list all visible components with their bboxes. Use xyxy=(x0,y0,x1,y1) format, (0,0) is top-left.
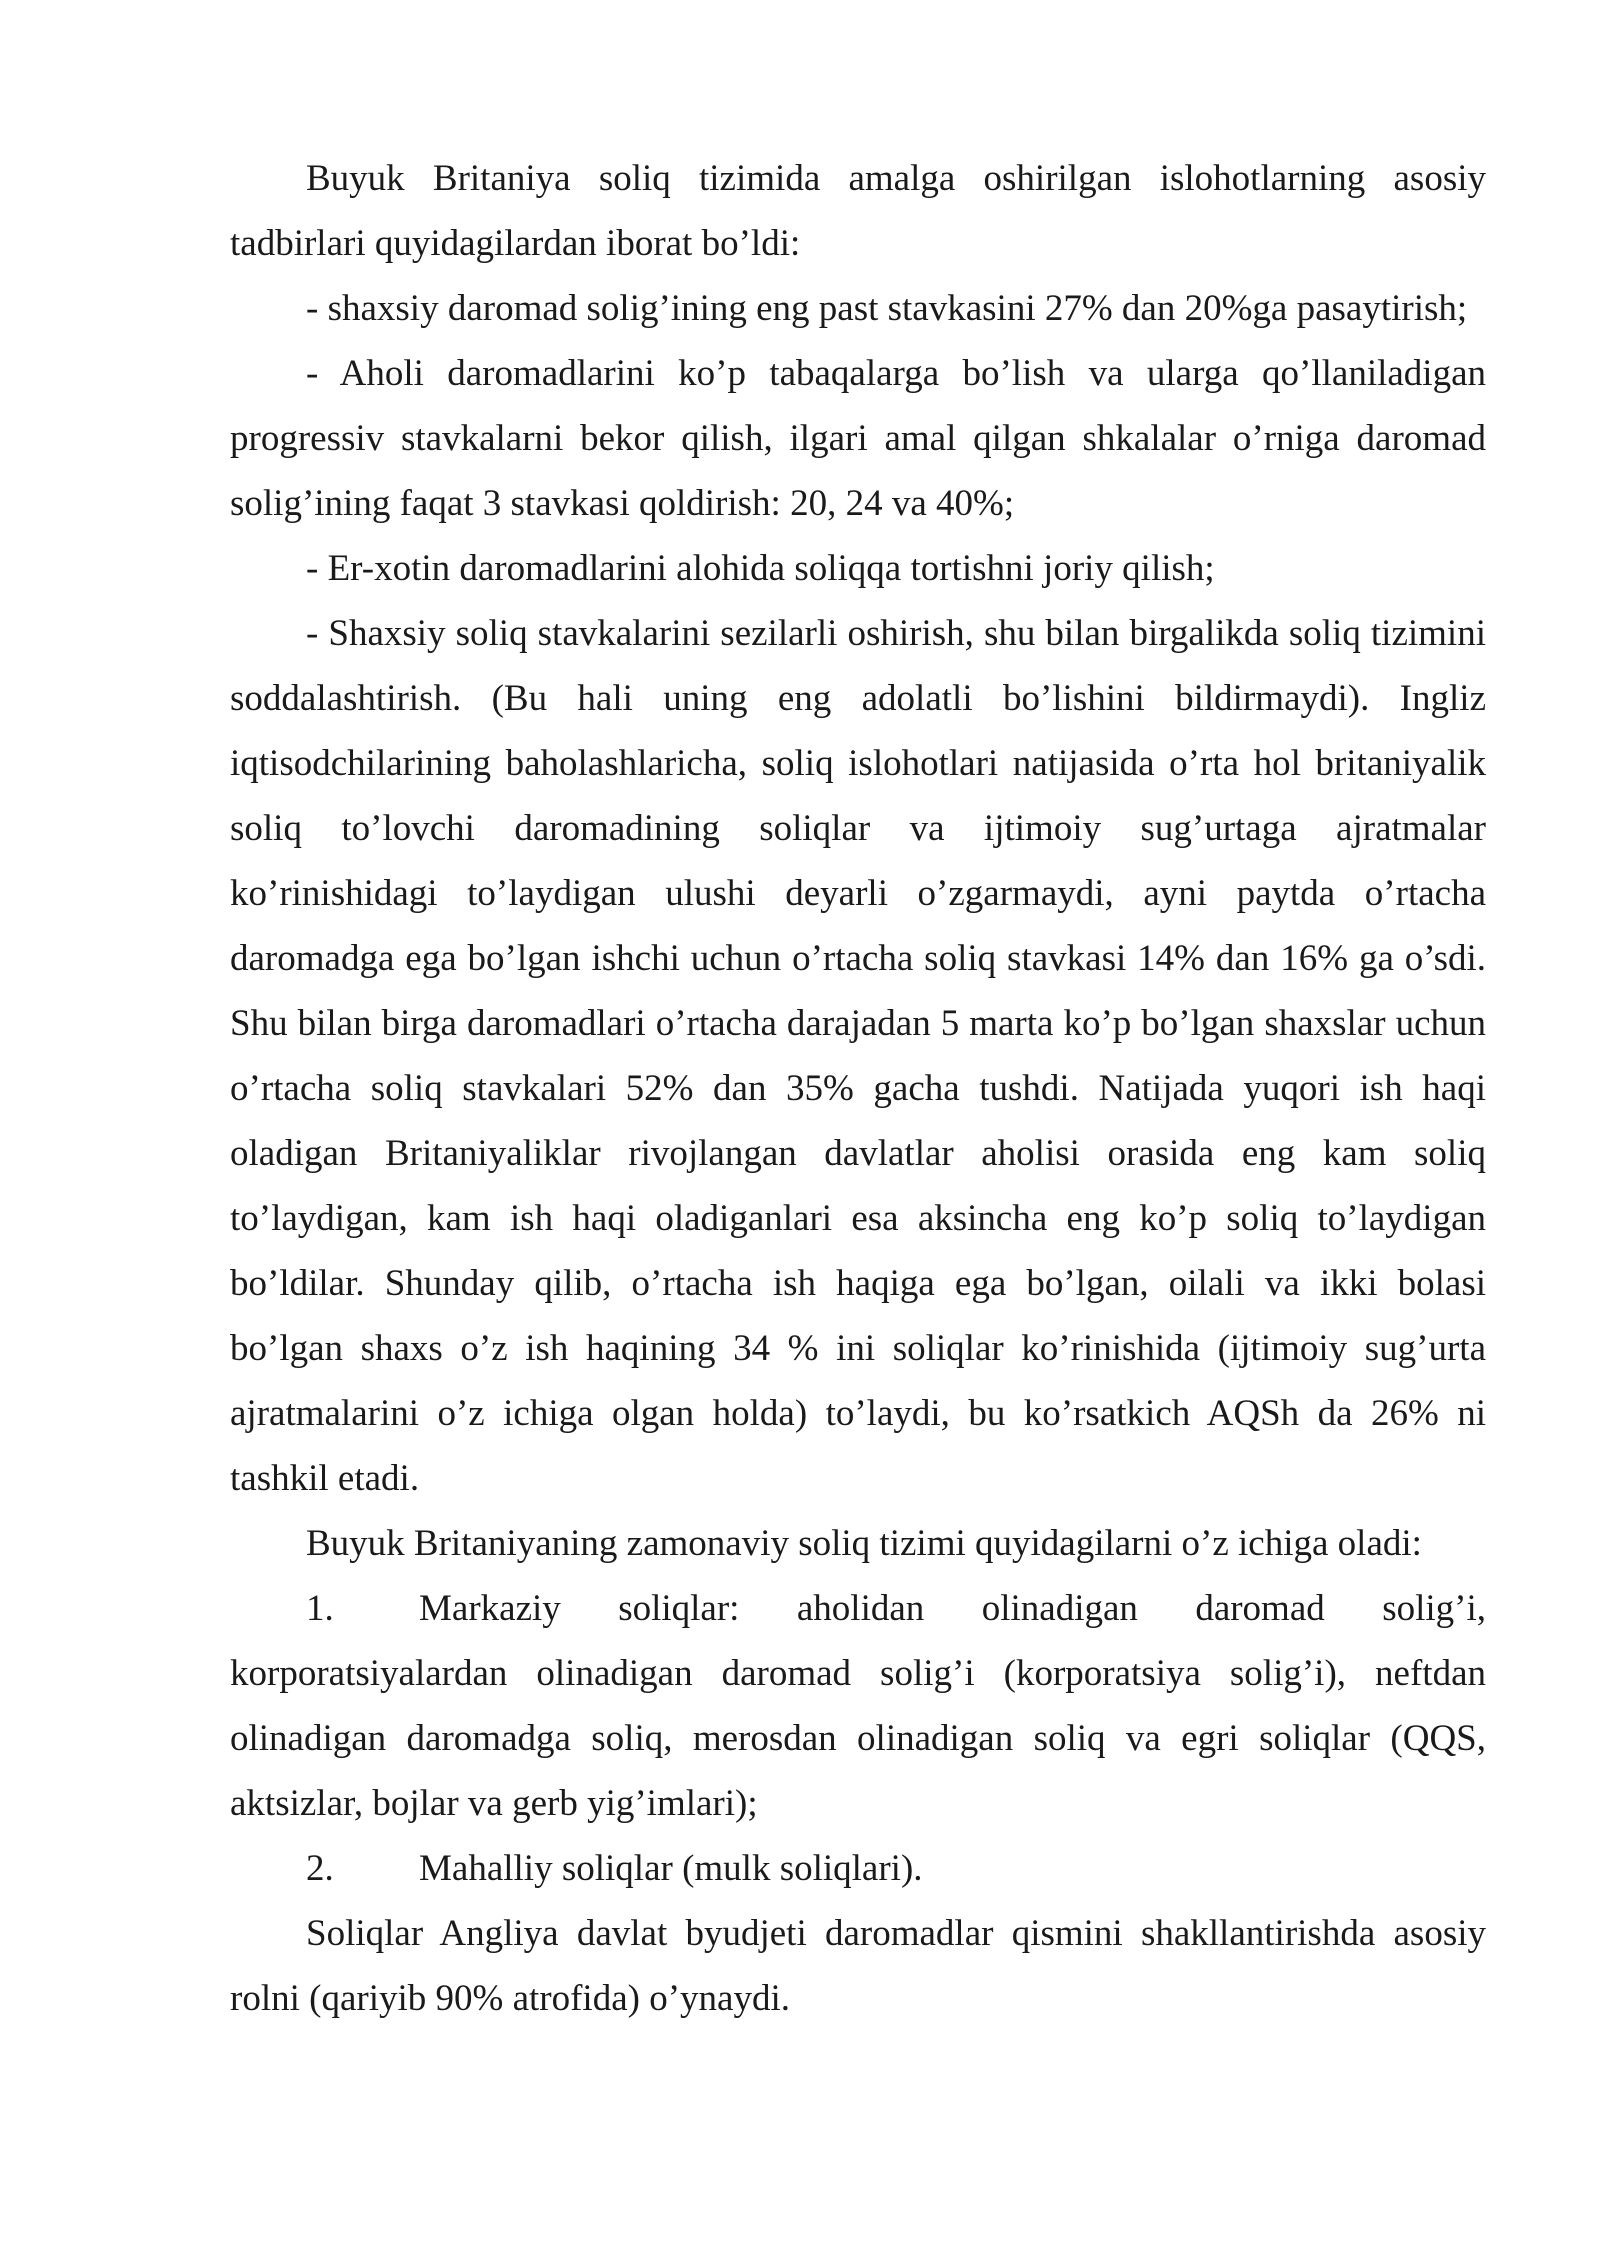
item-text: Mahalliy soliqlar (mulk soliqlari). xyxy=(419,1848,923,1889)
paragraph-reform-2: - Aholi daromadlarini ko’p tabaqalarga bo’lish va ularga qo’llaniladigan progressiv stavkalarni bekor qilish, ilgari amal qilgan shkalalar o’rniga daromad solig’ining faqat 3 stavkasi qoldirish: 20, 24 va 40%; xyxy=(230,353,1486,524)
item-number: 1. xyxy=(306,1588,334,1629)
paragraph-reform-4: - Shaxsiy soliq stavkalarini sezilarli oshirish, shu bilan birgalikda soliq tizimini soddalashtirish. (Bu hali uning eng adolatli bo’lishini bildirmaydi). Ingliz iqtisodchilarining baholashlaricha, soliq islohotlari natijasida o’rta hol britaniyalik soliq to’lovchi daromadining soliqlar va ijtimoiy sug’urtaga ajratmalar ko’rinishidagi to’laydigan ulushi deyarli o’zgarmaydi, ayni paytda o’rtacha daromadga ega bo’lgan ishchi uchun o’rtacha soliq stavkasi 14% dan 16% ga o’sdi. Shu bilan birga daromadlari o’rtacha darajadan 5 marta ko’p bo’lgan shaxslar uchun o’rtacha soliq stavkalari 52% dan 35% gacha tushdi. Natijada yuqori ish haqi oladigan Britaniyaliklar rivojlangan davlatlar aholisi orasida eng kam soliq to’laydigan, kam ish haqi oladiganlari esa aksincha eng ko’p soliq to’laydigan bo’ldilar. Shunday qilib, o’rtacha ish haqiga ega bo’lgan, oilali va ikki bolasi bo’lgan shaxs o’z ish haqining 34 % ini soliqlar ko’rinishida (ijtimoiy sug’urta ajratmalarini o’z ichiga olgan holda) to’laydi, bu ko’rsatkich AQSh da 26% ni tashkil etadi. xyxy=(230,613,1486,1499)
numbered-item-central-taxes xyxy=(230,1576,1486,1836)
paragraph-reform-1: - shaxsiy daromad solig’ining eng past stavkasini 27% dan 20%ga pasaytirish; xyxy=(306,288,1468,329)
item-text: Markaziy soliqlar: aholidan olinadigan daromad solig’i, korporatsiyalardan olinadigan daromad solig’i (korporatsiya solig’i), neftdan olinadigan daromadga soliq, merosdan olinadigan soliq va egri soliqlar (QQS, aktsizlar, bojlar va gerb yig’imlari); xyxy=(230,1588,1486,1824)
item-number: 2. xyxy=(306,1848,334,1889)
paragraph-closing: Soliqlar Angliya davlat byudjeti daromadlar qismini shakllantirishda asosiy rolni (qariyib 90% atrofida) o’ynaydi. xyxy=(230,1913,1486,2019)
paragraph-intro: Buyuk Britaniya soliq tizimida amalga oshirilgan islohotlarning asosiy tadbirlari quyidagilardan iborat bo’ldi: xyxy=(230,158,1486,264)
document-page xyxy=(230,146,1486,2031)
numbered-item-local-taxes xyxy=(230,1836,1486,1901)
paragraph-reform-3: - Er-xotin daromadlarini alohida soliqqa tortishni joriy qilish; xyxy=(306,548,1215,589)
paragraph-modern-system: Buyuk Britaniyaning zamonaviy soliq tizimi quyidagilarni o’z ichiga oladi: xyxy=(306,1523,1422,1564)
